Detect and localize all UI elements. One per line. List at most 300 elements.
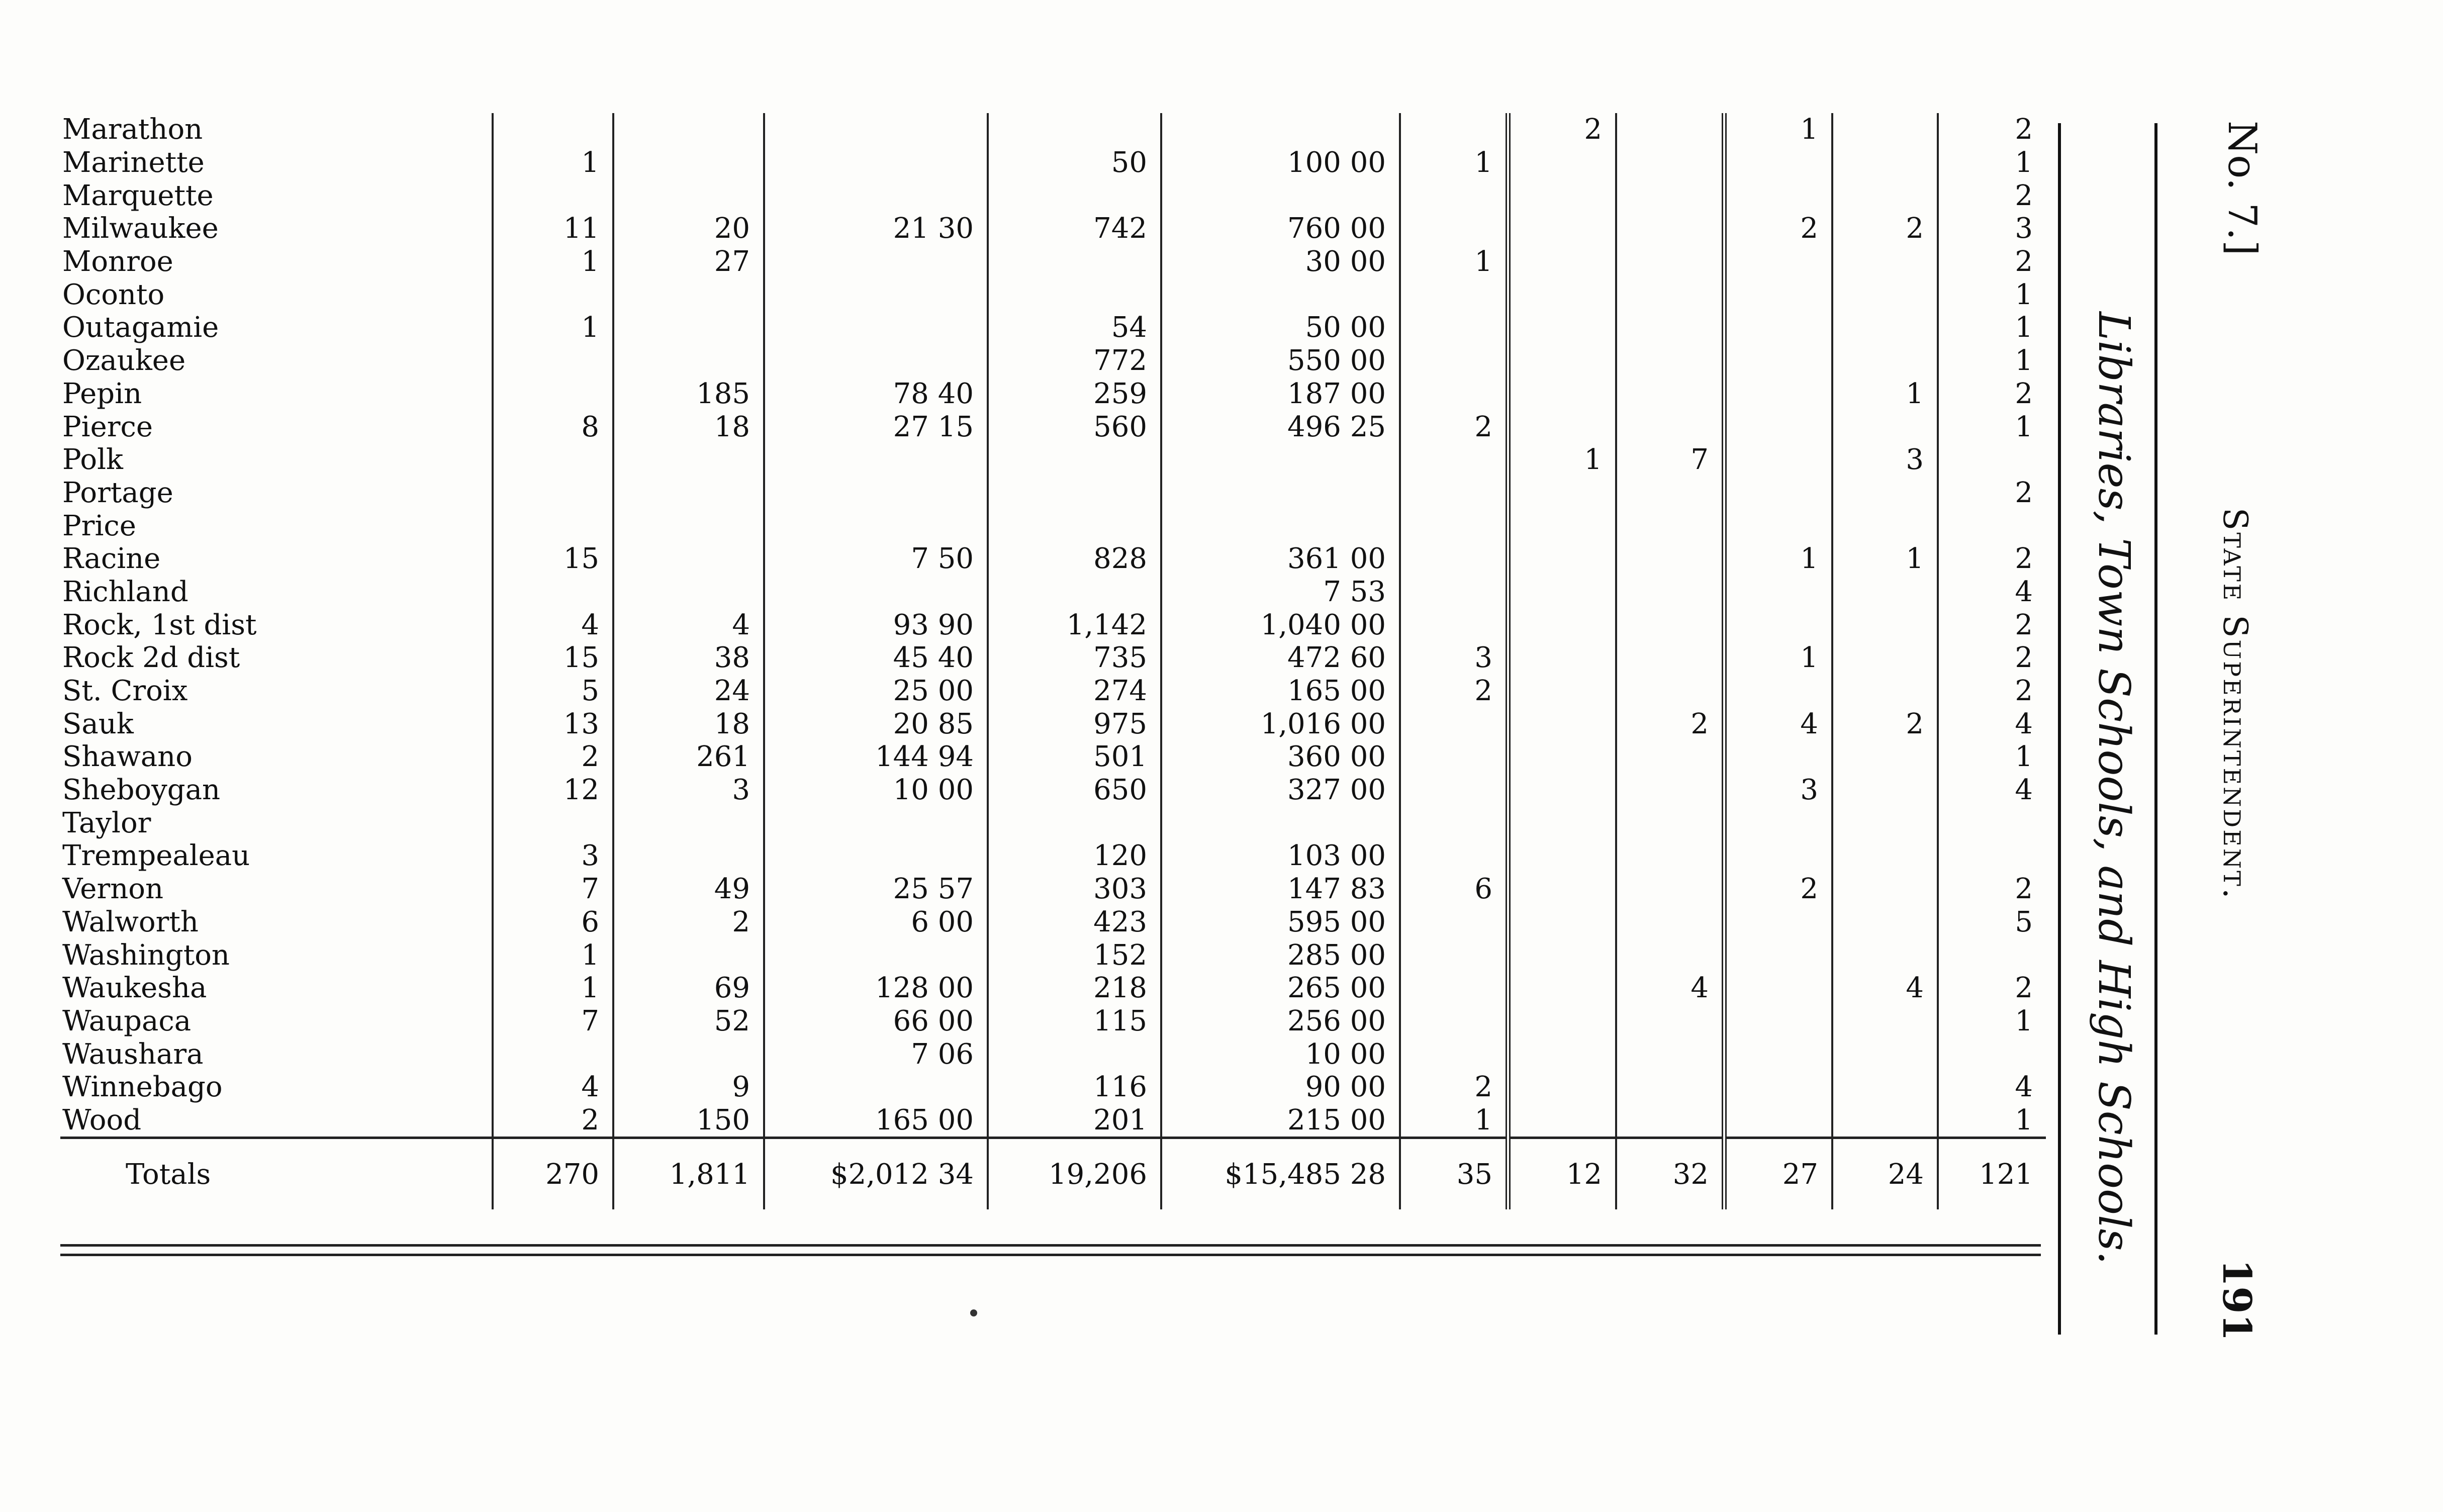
- value-cell-c3: 144 94: [764, 740, 988, 774]
- value-cell-c9: [1724, 906, 1832, 939]
- value-cell-c6: [1400, 938, 1508, 972]
- value-cell-c10: [1832, 1104, 1938, 1138]
- value-cell-c9: 1: [1724, 113, 1832, 146]
- value-cell-c11: 1: [1938, 740, 2046, 774]
- value-cell-c6: 1: [1400, 245, 1508, 278]
- value-cell-c6: [1400, 542, 1508, 576]
- value-cell-c10: 24: [1832, 1138, 1938, 1210]
- value-cell-c4: [988, 245, 1161, 278]
- value-cell-c8: [1616, 1005, 1724, 1038]
- value-cell-c6: [1400, 1005, 1508, 1038]
- value-cell-c2: 185: [613, 377, 764, 411]
- value-cell-c6: [1400, 179, 1508, 212]
- value-cell-c11: 1: [1938, 1005, 2046, 1038]
- value-cell-c9: [1724, 740, 1832, 774]
- value-cell-c2: [613, 806, 764, 839]
- value-cell-c5: 361 00: [1161, 542, 1400, 576]
- value-cell-c7: [1508, 873, 1616, 906]
- value-cell-c1: [493, 344, 613, 377]
- value-cell-c5: 103 00: [1161, 839, 1400, 873]
- value-cell-c4: 120: [988, 839, 1161, 873]
- value-cell-c1: 1: [493, 972, 613, 1005]
- value-cell-c11: [1938, 1037, 2046, 1071]
- value-cell-c4: 201: [988, 1104, 1161, 1138]
- value-cell-c4: 975: [988, 707, 1161, 740]
- value-cell-c5: [1161, 179, 1400, 212]
- value-cell-c11: 1: [1938, 278, 2046, 311]
- value-cell-c10: [1832, 278, 1938, 311]
- value-cell-c7: [1508, 938, 1616, 972]
- value-cell-c8: [1616, 938, 1724, 972]
- value-cell-c9: [1724, 1104, 1832, 1138]
- value-cell-c9: [1724, 377, 1832, 411]
- value-cell-c7: [1508, 212, 1616, 245]
- value-cell-c1: 6: [493, 906, 613, 939]
- value-cell-c7: 12: [1508, 1138, 1616, 1210]
- value-cell-c6: [1400, 972, 1508, 1005]
- value-cell-c10: [1832, 113, 1938, 146]
- value-cell-c9: 1: [1724, 542, 1832, 576]
- value-cell-c5: 496 25: [1161, 410, 1400, 443]
- value-cell-c6: 1: [1400, 146, 1508, 179]
- value-cell-c10: 4: [1832, 972, 1938, 1005]
- value-cell-c6: 35: [1400, 1138, 1508, 1210]
- value-cell-c5: [1161, 278, 1400, 311]
- value-cell-c9: [1724, 146, 1832, 179]
- value-cell-c4: 116: [988, 1071, 1161, 1104]
- value-cell-c8: [1616, 906, 1724, 939]
- value-cell-c2: 261: [613, 740, 764, 774]
- value-cell-c7: [1508, 245, 1616, 278]
- value-cell-c9: [1724, 1071, 1832, 1104]
- value-cell-c8: [1616, 839, 1724, 873]
- value-cell-c10: [1832, 806, 1938, 839]
- county-name-cell: Richland: [62, 575, 189, 608]
- value-cell-c3: [764, 311, 988, 344]
- value-cell-c6: 6: [1400, 873, 1508, 906]
- value-cell-c4: 54: [988, 311, 1161, 344]
- value-cell-c4: [988, 806, 1161, 839]
- table-row: [60, 1005, 2046, 1038]
- value-cell-c8: [1616, 873, 1724, 906]
- county-name-cell: Shawano: [62, 740, 193, 774]
- value-cell-c10: [1832, 1005, 1938, 1038]
- value-cell-c8: [1616, 344, 1724, 377]
- value-cell-c5: 550 00: [1161, 344, 1400, 377]
- value-cell-c8: [1616, 377, 1724, 411]
- statistics-table-wrap: [60, 113, 2046, 1209]
- value-cell-c7: [1508, 608, 1616, 641]
- value-cell-c1: [493, 576, 613, 609]
- value-cell-c1: 15: [493, 641, 613, 675]
- value-cell-c11: 4: [1938, 774, 2046, 807]
- value-cell-c3: [764, 344, 988, 377]
- county-name-cell: Waupaca: [62, 1004, 192, 1037]
- value-cell-c2: 2: [613, 906, 764, 939]
- value-cell-c11: 2: [1938, 675, 2046, 708]
- value-cell-c11: 4: [1938, 707, 2046, 740]
- value-cell-c8: [1616, 542, 1724, 576]
- value-cell-c2: [613, 179, 764, 212]
- value-cell-c4: [988, 576, 1161, 609]
- value-cell-c4: 650: [988, 774, 1161, 807]
- value-cell-c7: [1508, 740, 1616, 774]
- value-cell-c5: 187 00: [1161, 377, 1400, 411]
- value-cell-c2: 18: [613, 707, 764, 740]
- table-row: [60, 972, 2046, 1005]
- value-cell-c11: 2: [1938, 873, 2046, 906]
- header-border-line: [2154, 123, 2157, 1335]
- value-cell-c1: 3: [493, 839, 613, 873]
- value-cell-c4: 1,142: [988, 608, 1161, 641]
- value-cell-c6: [1400, 740, 1508, 774]
- value-cell-c10: [1832, 576, 1938, 609]
- value-cell-c8: [1616, 641, 1724, 675]
- county-name-cell: Sheboygan: [62, 774, 221, 807]
- value-cell-c7: 1: [1508, 443, 1616, 477]
- value-cell-c6: [1400, 278, 1508, 311]
- table-row: [60, 774, 2046, 807]
- value-cell-c3: [764, 179, 988, 212]
- value-cell-c5: 595 00: [1161, 906, 1400, 939]
- value-cell-c10: 2: [1832, 707, 1938, 740]
- value-cell-c8: [1616, 179, 1724, 212]
- value-cell-c3: [764, 443, 988, 477]
- value-cell-c1: 12: [493, 774, 613, 807]
- value-cell-c1: [493, 113, 613, 146]
- value-cell-c8: [1616, 410, 1724, 443]
- value-cell-c11: 5: [1938, 906, 2046, 939]
- page-number: 191: [2214, 1259, 2260, 1341]
- value-cell-c4: [988, 113, 1161, 146]
- value-cell-c9: 27: [1724, 1138, 1832, 1210]
- value-cell-c9: [1724, 344, 1832, 377]
- value-cell-c4: 50: [988, 146, 1161, 179]
- value-cell-c2: 1,811: [613, 1138, 764, 1210]
- value-cell-c2: [613, 344, 764, 377]
- county-name-cell: Pepin: [62, 377, 142, 410]
- county-name-cell: Portage: [62, 476, 173, 509]
- table-body: [60, 113, 2046, 1209]
- value-cell-c2: [613, 443, 764, 477]
- value-cell-c8: 2: [1616, 707, 1724, 740]
- value-cell-c1: [493, 477, 613, 510]
- value-cell-c1: 7: [493, 1005, 613, 1038]
- value-cell-c1: 13: [493, 707, 613, 740]
- value-cell-c8: [1616, 740, 1724, 774]
- value-cell-c3: 21 30: [764, 212, 988, 245]
- value-cell-c2: 52: [613, 1005, 764, 1038]
- county-name-cell: Price: [62, 509, 136, 542]
- value-cell-c5: 50 00: [1161, 311, 1400, 344]
- table-row: [60, 1037, 2046, 1071]
- value-cell-c9: 1: [1724, 641, 1832, 675]
- value-cell-c10: [1832, 774, 1938, 807]
- value-cell-c9: 2: [1724, 873, 1832, 906]
- county-name-cell: Pierce: [62, 410, 153, 443]
- value-cell-c1: 4: [493, 608, 613, 641]
- table-row: [60, 344, 2046, 377]
- value-cell-c4: [988, 179, 1161, 212]
- value-cell-c10: [1832, 245, 1938, 278]
- right-border-line: [2058, 123, 2061, 1335]
- value-cell-c2: [613, 311, 764, 344]
- table-row: [60, 873, 2046, 906]
- value-cell-c10: [1832, 906, 1938, 939]
- county-name-cell: Taylor: [62, 806, 151, 839]
- table-row: [60, 113, 2046, 146]
- county-name-cell: Sauk: [62, 707, 134, 740]
- value-cell-c4: 735: [988, 641, 1161, 675]
- table-row: [60, 1071, 2046, 1104]
- county-name-cell: Ozaukee: [62, 344, 186, 377]
- value-cell-c4: 772: [988, 344, 1161, 377]
- value-cell-c10: [1832, 344, 1938, 377]
- table-row: [60, 938, 2046, 972]
- table-row: [60, 740, 2046, 774]
- value-cell-c11: 121: [1938, 1138, 2046, 1210]
- value-cell-c6: [1400, 608, 1508, 641]
- value-cell-c3: 20 85: [764, 707, 988, 740]
- table-row: [60, 179, 2046, 212]
- value-cell-c5: [1161, 443, 1400, 477]
- value-cell-c6: 2: [1400, 410, 1508, 443]
- value-cell-c2: [613, 278, 764, 311]
- county-name-cell: Wood: [62, 1103, 142, 1137]
- state-superintendent-heading: State Superintendent.: [2216, 508, 2254, 901]
- value-cell-c10: [1832, 179, 1938, 212]
- value-cell-c5: 285 00: [1161, 938, 1400, 972]
- value-cell-c9: 2: [1724, 212, 1832, 245]
- value-cell-c3: 25 57: [764, 873, 988, 906]
- value-cell-c3: [764, 477, 988, 510]
- value-cell-c11: 3: [1938, 212, 2046, 245]
- value-cell-c1: 1: [493, 938, 613, 972]
- value-cell-c9: [1724, 806, 1832, 839]
- table-row: [60, 608, 2046, 641]
- value-cell-c3: [764, 839, 988, 873]
- value-cell-c11: 2: [1938, 477, 2046, 510]
- value-cell-c8: [1616, 245, 1724, 278]
- value-cell-c9: [1724, 410, 1832, 443]
- value-cell-c1: [493, 278, 613, 311]
- table-row: [60, 443, 2046, 477]
- value-cell-c6: [1400, 774, 1508, 807]
- value-cell-c9: [1724, 938, 1832, 972]
- value-cell-c7: [1508, 675, 1616, 708]
- value-cell-c3: 6 00: [764, 906, 988, 939]
- value-cell-c1: 5: [493, 675, 613, 708]
- value-cell-c11: 4: [1938, 1071, 2046, 1104]
- value-cell-c2: [613, 1037, 764, 1071]
- table-row: [60, 806, 2046, 839]
- value-cell-c5: 165 00: [1161, 675, 1400, 708]
- value-cell-c8: [1616, 311, 1724, 344]
- value-cell-c4: [988, 443, 1161, 477]
- table-row: [60, 311, 2046, 344]
- county-name-cell: Winnebago: [62, 1071, 223, 1104]
- value-cell-c4: 19,206: [988, 1138, 1161, 1210]
- value-cell-c8: [1616, 113, 1724, 146]
- value-cell-c6: [1400, 477, 1508, 510]
- value-cell-c7: [1508, 542, 1616, 576]
- county-name-cell: Waukesha: [62, 972, 207, 1005]
- value-cell-c3: [764, 146, 988, 179]
- value-cell-c6: [1400, 576, 1508, 609]
- value-cell-c4: 259: [988, 377, 1161, 411]
- value-cell-c5: 1,040 00: [1161, 608, 1400, 641]
- value-cell-c7: [1508, 576, 1616, 609]
- value-cell-c7: [1508, 1005, 1616, 1038]
- value-cell-c8: 32: [1616, 1138, 1724, 1210]
- value-cell-c11: 2: [1938, 641, 2046, 675]
- value-cell-c9: [1724, 839, 1832, 873]
- value-cell-c8: 4: [1616, 972, 1724, 1005]
- county-name-cell: Trempealeau: [62, 839, 250, 873]
- table-row: [60, 477, 2046, 510]
- value-cell-c11: 2: [1938, 113, 2046, 146]
- table-row: [60, 542, 2046, 576]
- table-row: [60, 1104, 2046, 1138]
- county-name-cell: Polk: [62, 443, 123, 477]
- document-number: No. 7.]: [2219, 121, 2265, 256]
- county-name-cell: Totals: [60, 1138, 493, 1210]
- value-cell-c11: 2: [1938, 245, 2046, 278]
- value-cell-c9: [1724, 675, 1832, 708]
- value-cell-c1: 15: [493, 542, 613, 576]
- value-cell-c9: [1724, 443, 1832, 477]
- county-name-cell: Oconto: [62, 278, 165, 311]
- county-name-cell: Racine: [62, 542, 161, 576]
- value-cell-c5: 1,016 00: [1161, 707, 1400, 740]
- value-cell-c2: [613, 477, 764, 510]
- county-name-cell: Marquette: [62, 179, 214, 212]
- value-cell-c7: [1508, 641, 1616, 675]
- value-cell-c5: 7 53: [1161, 576, 1400, 609]
- value-cell-c10: 2: [1832, 212, 1938, 245]
- value-cell-c6: [1400, 311, 1508, 344]
- table-row: [60, 675, 2046, 708]
- value-cell-c5: $15,485 28: [1161, 1138, 1400, 1210]
- value-cell-c2: 27: [613, 245, 764, 278]
- value-cell-c7: [1508, 806, 1616, 839]
- county-name-cell: Washington: [62, 938, 230, 972]
- value-cell-c10: 1: [1832, 377, 1938, 411]
- value-cell-c10: [1832, 410, 1938, 443]
- value-cell-c4: 152: [988, 938, 1161, 972]
- value-cell-c9: [1724, 509, 1832, 542]
- bottom-double-rule: [60, 1244, 2041, 1256]
- value-cell-c9: [1724, 1005, 1832, 1038]
- value-cell-c7: [1508, 179, 1616, 212]
- county-name-cell: Milwaukee: [62, 212, 219, 245]
- county-name-cell: Marathon: [62, 113, 203, 146]
- value-cell-c5: 360 00: [1161, 740, 1400, 774]
- value-cell-c11: 2: [1938, 542, 2046, 576]
- value-cell-c3: 25 00: [764, 675, 988, 708]
- value-cell-c8: [1616, 477, 1724, 510]
- value-cell-c5: 90 00: [1161, 1071, 1400, 1104]
- county-name-cell: Walworth: [62, 905, 199, 938]
- value-cell-c2: 38: [613, 641, 764, 675]
- value-cell-c5: 472 60: [1161, 641, 1400, 675]
- table-row: [60, 509, 2046, 542]
- value-cell-c10: [1832, 938, 1938, 972]
- value-cell-c5: [1161, 113, 1400, 146]
- value-cell-c7: [1508, 972, 1616, 1005]
- value-cell-c8: [1616, 675, 1724, 708]
- value-cell-c6: [1400, 707, 1508, 740]
- value-cell-c4: 828: [988, 542, 1161, 576]
- value-cell-c8: [1616, 774, 1724, 807]
- value-cell-c4: 560: [988, 410, 1161, 443]
- value-cell-c9: 3: [1724, 774, 1832, 807]
- value-cell-c8: [1616, 278, 1724, 311]
- value-cell-c1: 1: [493, 245, 613, 278]
- value-cell-c8: [1616, 1071, 1724, 1104]
- value-cell-c6: [1400, 806, 1508, 839]
- value-cell-c4: 218: [988, 972, 1161, 1005]
- value-cell-c8: [1616, 608, 1724, 641]
- value-cell-c9: [1724, 576, 1832, 609]
- value-cell-c2: 18: [613, 410, 764, 443]
- value-cell-c2: 20: [613, 212, 764, 245]
- value-cell-c4: [988, 509, 1161, 542]
- value-cell-c1: [493, 377, 613, 411]
- value-cell-c3: 27 15: [764, 410, 988, 443]
- value-cell-c5: 256 00: [1161, 1005, 1400, 1038]
- value-cell-c1: [493, 806, 613, 839]
- value-cell-c11: 2: [1938, 972, 2046, 1005]
- table-row: [60, 576, 2046, 609]
- value-cell-c7: [1508, 1104, 1616, 1138]
- value-cell-c2: [613, 113, 764, 146]
- value-cell-c10: [1832, 873, 1938, 906]
- county-name-cell: Outagamie: [62, 311, 219, 344]
- value-cell-c1: 2: [493, 740, 613, 774]
- value-cell-c10: [1832, 608, 1938, 641]
- value-cell-c4: 423: [988, 906, 1161, 939]
- value-cell-c9: [1724, 608, 1832, 641]
- value-cell-c2: [613, 509, 764, 542]
- value-cell-c4: [988, 477, 1161, 510]
- value-cell-c1: [493, 443, 613, 477]
- value-cell-c7: [1508, 410, 1616, 443]
- value-cell-c7: [1508, 906, 1616, 939]
- value-cell-c1: 2: [493, 1104, 613, 1138]
- value-cell-c1: 1: [493, 311, 613, 344]
- value-cell-c3: [764, 245, 988, 278]
- value-cell-c1: 11: [493, 212, 613, 245]
- value-cell-c6: [1400, 344, 1508, 377]
- value-cell-c8: [1616, 1037, 1724, 1071]
- value-cell-c7: [1508, 1071, 1616, 1104]
- value-cell-c5: 215 00: [1161, 1104, 1400, 1138]
- value-cell-c5: 10 00: [1161, 1037, 1400, 1071]
- county-name-cell: Marinette: [62, 146, 205, 179]
- value-cell-c10: [1832, 509, 1938, 542]
- value-cell-c6: 3: [1400, 641, 1508, 675]
- value-cell-c6: [1400, 443, 1508, 477]
- value-cell-c6: 2: [1400, 1071, 1508, 1104]
- value-cell-c2: 3: [613, 774, 764, 807]
- table-row: [60, 839, 2046, 873]
- value-cell-c5: [1161, 509, 1400, 542]
- value-cell-c10: [1832, 675, 1938, 708]
- value-cell-c1: 8: [493, 410, 613, 443]
- value-cell-c11: 2: [1938, 608, 2046, 641]
- value-cell-c5: [1161, 477, 1400, 510]
